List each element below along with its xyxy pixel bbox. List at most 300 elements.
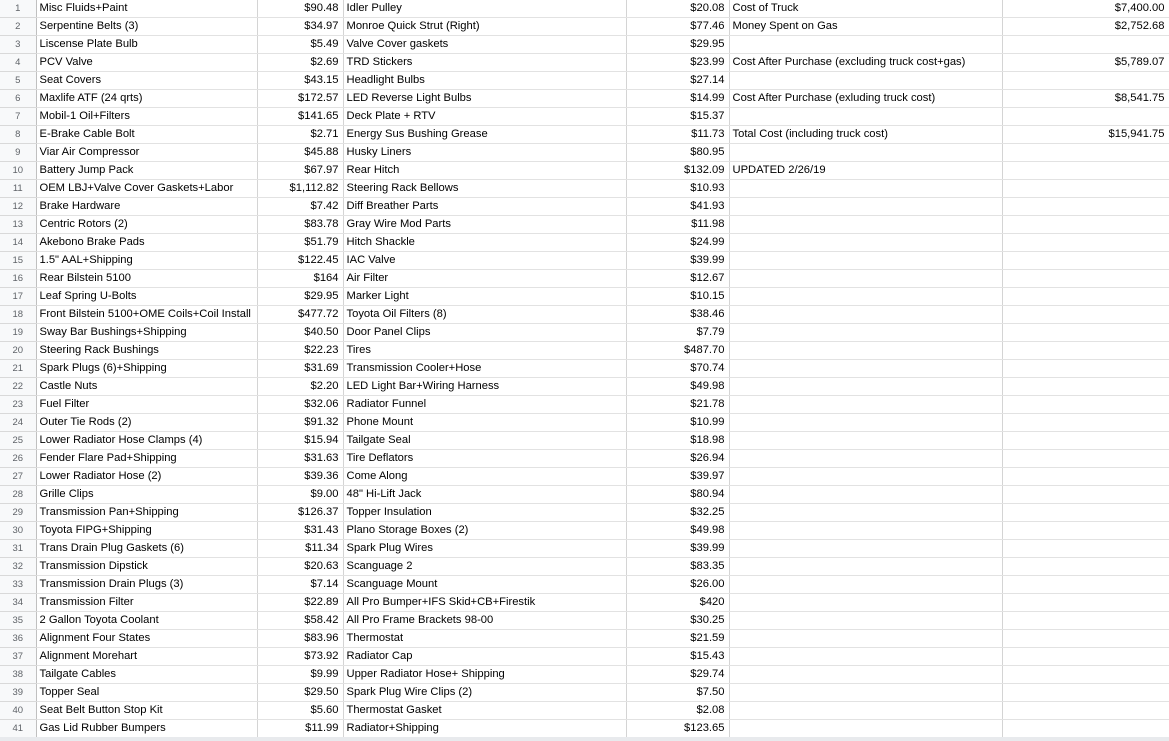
cell-summary-label[interactable] <box>729 648 1002 666</box>
cell-cost-b[interactable]: $5.60 <box>257 702 343 720</box>
cell-cost-d[interactable]: $39.97 <box>626 468 729 486</box>
row-number[interactable]: 34 <box>0 594 36 612</box>
cell-item-a[interactable]: Sway Bar Bushings+Shipping <box>36 324 257 342</box>
cell-summary-label[interactable]: Cost After Purchase (excluding truck cost+gas) <box>729 54 1002 72</box>
cell-item-c[interactable]: LED Reverse Light Bulbs <box>343 90 626 108</box>
cell-summary-label[interactable] <box>729 360 1002 378</box>
cell-cost-b[interactable]: $34.97 <box>257 18 343 36</box>
cell-item-a[interactable]: Lower Radiator Hose Clamps (4) <box>36 432 257 450</box>
cell-summary-value[interactable] <box>1002 486 1169 504</box>
row-number[interactable]: 29 <box>0 504 36 522</box>
cell-summary-label[interactable]: Total Cost (including truck cost) <box>729 126 1002 144</box>
row-number[interactable]: 17 <box>0 288 36 306</box>
cell-item-c[interactable]: Scanguage Mount <box>343 576 626 594</box>
row-number[interactable]: 11 <box>0 180 36 198</box>
cell-item-a[interactable]: 1.5" AAL+Shipping <box>36 252 257 270</box>
cell-summary-label[interactable] <box>729 432 1002 450</box>
cell-summary-value[interactable] <box>1002 270 1169 288</box>
cell-item-c[interactable]: Deck Plate + RTV <box>343 108 626 126</box>
cell-item-a[interactable]: Rear Bilstein 5100 <box>36 270 257 288</box>
cell-summary-value[interactable] <box>1002 522 1169 540</box>
row-number[interactable]: 3 <box>0 36 36 54</box>
cell-item-a[interactable]: Alignment Morehart <box>36 648 257 666</box>
cell-item-c[interactable]: Diff Breather Parts <box>343 198 626 216</box>
cell-item-c[interactable]: Rear Hitch <box>343 162 626 180</box>
cell-item-c[interactable]: Thermostat Gasket <box>343 702 626 720</box>
table-row <box>0 270 1169 288</box>
cell-cost-b[interactable]: $164 <box>257 270 343 288</box>
cell-item-a[interactable]: OEM LBJ+Valve Cover Gaskets+Labor <box>36 180 257 198</box>
cell-summary-label[interactable] <box>729 288 1002 306</box>
cell-cost-b[interactable]: $1,112.82 <box>257 180 343 198</box>
cell-summary-value[interactable] <box>1002 414 1169 432</box>
cell-summary-value[interactable] <box>1002 234 1169 252</box>
cell-cost-b[interactable]: $22.23 <box>257 342 343 360</box>
cell-item-c[interactable]: Spark Plug Wires <box>343 540 626 558</box>
cell-cost-d[interactable]: $21.78 <box>626 396 729 414</box>
cell-cost-d[interactable]: $23.99 <box>626 54 729 72</box>
cell-cost-d[interactable]: $420 <box>626 594 729 612</box>
cell-cost-b[interactable]: $43.15 <box>257 72 343 90</box>
cell-item-c[interactable]: Toyota Oil Filters (8) <box>343 306 626 324</box>
cell-item-c[interactable]: Monroe Quick Strut (Right) <box>343 18 626 36</box>
row-number[interactable]: 35 <box>0 612 36 630</box>
cell-summary-label[interactable] <box>729 414 1002 432</box>
cell-item-a[interactable]: Topper Seal <box>36 684 257 702</box>
row-number[interactable]: 25 <box>0 432 36 450</box>
cell-item-a[interactable]: 2 Gallon Toyota Coolant <box>36 612 257 630</box>
cell-item-c[interactable]: All Pro Bumper+IFS Skid+CB+Firestik <box>343 594 626 612</box>
cell-summary-label[interactable] <box>729 396 1002 414</box>
cell-cost-d[interactable]: $39.99 <box>626 252 729 270</box>
cell-summary-label[interactable] <box>729 666 1002 684</box>
row-number[interactable]: 14 <box>0 234 36 252</box>
cell-item-c[interactable]: IAC Valve <box>343 252 626 270</box>
cell-cost-d[interactable]: $2.08 <box>626 702 729 720</box>
row-number[interactable]: 31 <box>0 540 36 558</box>
cell-summary-label[interactable] <box>729 468 1002 486</box>
cell-item-a[interactable]: PCV Valve <box>36 54 257 72</box>
row-number[interactable]: 21 <box>0 360 36 378</box>
cell-cost-d[interactable]: $49.98 <box>626 522 729 540</box>
cell-item-a[interactable]: Brake Hardware <box>36 198 257 216</box>
cell-cost-d[interactable]: $20.08 <box>626 0 729 18</box>
table-row <box>0 396 1169 414</box>
cell-item-a[interactable]: Transmission Pan+Shipping <box>36 504 257 522</box>
cell-summary-label[interactable] <box>729 486 1002 504</box>
cell-item-c[interactable]: Upper Radiator Hose+ Shipping <box>343 666 626 684</box>
cell-summary-value[interactable] <box>1002 252 1169 270</box>
cell-cost-d[interactable]: $83.35 <box>626 558 729 576</box>
cell-summary-value[interactable] <box>1002 180 1169 198</box>
row-number[interactable]: 6 <box>0 90 36 108</box>
cell-cost-b[interactable]: $58.42 <box>257 612 343 630</box>
row-number[interactable]: 20 <box>0 342 36 360</box>
cell-item-c[interactable]: LED Light Bar+Wiring Harness <box>343 378 626 396</box>
cell-cost-d[interactable]: $70.74 <box>626 360 729 378</box>
cell-cost-b[interactable]: $172.57 <box>257 90 343 108</box>
cell-cost-b[interactable]: $39.36 <box>257 468 343 486</box>
cell-cost-b[interactable]: $7.14 <box>257 576 343 594</box>
cell-cost-b[interactable]: $477.72 <box>257 306 343 324</box>
cell-cost-b[interactable]: $91.32 <box>257 414 343 432</box>
cell-cost-d[interactable]: $77.46 <box>626 18 729 36</box>
cell-summary-value[interactable] <box>1002 324 1169 342</box>
cell-cost-b[interactable]: $122.45 <box>257 252 343 270</box>
cell-item-c[interactable]: Door Panel Clips <box>343 324 626 342</box>
cell-item-a[interactable]: Maxlife ATF (24 qrts) <box>36 90 257 108</box>
cell-item-a[interactable]: Trans Drain Plug Gaskets (6) <box>36 540 257 558</box>
cell-item-c[interactable]: All Pro Frame Brackets 98-00 <box>343 612 626 630</box>
row-number[interactable]: 22 <box>0 378 36 396</box>
cell-cost-d[interactable]: $11.98 <box>626 216 729 234</box>
table-row <box>0 36 1169 54</box>
row-number[interactable]: 26 <box>0 450 36 468</box>
cell-summary-value[interactable] <box>1002 540 1169 558</box>
cell-item-a[interactable]: Transmission Drain Plugs (3) <box>36 576 257 594</box>
row-number[interactable]: 27 <box>0 468 36 486</box>
cell-summary-value[interactable] <box>1002 450 1169 468</box>
cell-item-a[interactable]: Steering Rack Bushings <box>36 342 257 360</box>
cell-cost-b[interactable]: $67.97 <box>257 162 343 180</box>
cell-cost-b[interactable]: $83.78 <box>257 216 343 234</box>
cell-item-c[interactable]: Tailgate Seal <box>343 432 626 450</box>
cell-cost-b[interactable]: $22.89 <box>257 594 343 612</box>
cell-cost-d[interactable]: $80.95 <box>626 144 729 162</box>
table-row <box>0 630 1169 648</box>
cell-item-a[interactable]: Centric Rotors (2) <box>36 216 257 234</box>
cell-cost-b[interactable]: $2.20 <box>257 378 343 396</box>
cell-summary-label[interactable] <box>729 612 1002 630</box>
row-number[interactable]: 5 <box>0 72 36 90</box>
cell-summary-label[interactable] <box>729 684 1002 702</box>
cell-summary-value[interactable] <box>1002 162 1169 180</box>
row-number[interactable]: 40 <box>0 702 36 720</box>
cell-summary-value[interactable] <box>1002 72 1169 90</box>
row-number[interactable]: 32 <box>0 558 36 576</box>
cell-summary-label[interactable] <box>729 576 1002 594</box>
cell-cost-b[interactable]: $2.71 <box>257 126 343 144</box>
cell-summary-value[interactable] <box>1002 36 1169 54</box>
cell-cost-b[interactable]: $126.37 <box>257 504 343 522</box>
cell-item-a[interactable]: Fender Flare Pad+Shipping <box>36 450 257 468</box>
row-number[interactable]: 8 <box>0 126 36 144</box>
cell-cost-d[interactable]: $29.95 <box>626 36 729 54</box>
cell-cost-d[interactable]: $7.50 <box>626 684 729 702</box>
cell-cost-b[interactable]: $5.49 <box>257 36 343 54</box>
cell-cost-d[interactable]: $26.00 <box>626 576 729 594</box>
row-number[interactable]: 19 <box>0 324 36 342</box>
cell-summary-label[interactable] <box>729 306 1002 324</box>
cell-summary-value[interactable]: $8,541.75 <box>1002 90 1169 108</box>
cell-summary-label[interactable] <box>729 252 1002 270</box>
row-number[interactable]: 37 <box>0 648 36 666</box>
row-number[interactable]: 12 <box>0 198 36 216</box>
cell-summary-label[interactable] <box>729 198 1002 216</box>
cell-cost-b[interactable]: $40.50 <box>257 324 343 342</box>
cell-cost-d[interactable]: $132.09 <box>626 162 729 180</box>
cell-cost-d[interactable]: $14.99 <box>626 90 729 108</box>
cell-summary-value[interactable] <box>1002 360 1169 378</box>
cell-cost-b[interactable]: $90.48 <box>257 0 343 18</box>
cell-cost-b[interactable]: $9.99 <box>257 666 343 684</box>
row-number[interactable]: 4 <box>0 54 36 72</box>
cell-summary-label[interactable] <box>729 378 1002 396</box>
cell-summary-label[interactable] <box>729 180 1002 198</box>
cell-item-a[interactable]: Akebono Brake Pads <box>36 234 257 252</box>
cell-summary-label[interactable] <box>729 234 1002 252</box>
cell-cost-d[interactable]: $15.43 <box>626 648 729 666</box>
cell-cost-d[interactable]: $10.15 <box>626 288 729 306</box>
cell-item-a[interactable]: Gas Lid Rubber Bumpers <box>36 720 257 738</box>
cell-item-a[interactable]: Mobil-1 Oil+Filters <box>36 108 257 126</box>
cell-item-c[interactable]: Radiator+Shipping <box>343 720 626 738</box>
cell-summary-value[interactable]: $2,752.68 <box>1002 18 1169 36</box>
table-row <box>0 648 1169 666</box>
cell-summary-value[interactable] <box>1002 306 1169 324</box>
cell-cost-d[interactable]: $49.98 <box>626 378 729 396</box>
cell-cost-d[interactable]: $15.37 <box>626 108 729 126</box>
cell-item-a[interactable]: Grille Clips <box>36 486 257 504</box>
cell-item-a[interactable]: Seat Covers <box>36 72 257 90</box>
cell-summary-label[interactable] <box>729 522 1002 540</box>
cell-cost-b[interactable]: $31.43 <box>257 522 343 540</box>
cell-cost-d[interactable]: $7.79 <box>626 324 729 342</box>
cell-summary-value[interactable] <box>1002 666 1169 684</box>
cell-summary-label[interactable] <box>729 720 1002 738</box>
cell-summary-value[interactable] <box>1002 198 1169 216</box>
cell-item-a[interactable]: Front Bilstein 5100+OME Coils+Coil Install <box>36 306 257 324</box>
row-number[interactable]: 1 <box>0 0 36 18</box>
cell-item-a[interactable]: Fuel Filter <box>36 396 257 414</box>
row-number[interactable]: 33 <box>0 576 36 594</box>
cell-summary-value[interactable] <box>1002 702 1169 720</box>
cell-cost-d[interactable]: $123.65 <box>626 720 729 738</box>
cell-cost-d[interactable]: $12.67 <box>626 270 729 288</box>
cell-summary-value[interactable] <box>1002 504 1169 522</box>
cell-item-c[interactable]: Scanguage 2 <box>343 558 626 576</box>
cell-cost-d[interactable]: $39.99 <box>626 540 729 558</box>
cell-summary-label[interactable]: Money Spent on Gas <box>729 18 1002 36</box>
cell-summary-label[interactable] <box>729 504 1002 522</box>
cell-item-c[interactable]: Energy Sus Bushing Grease <box>343 126 626 144</box>
cell-item-a[interactable]: Toyota FIPG+Shipping <box>36 522 257 540</box>
cell-summary-label[interactable] <box>729 144 1002 162</box>
cell-item-c[interactable]: Tires <box>343 342 626 360</box>
cell-summary-value[interactable] <box>1002 576 1169 594</box>
cell-cost-b[interactable]: $15.94 <box>257 432 343 450</box>
row-number[interactable]: 30 <box>0 522 36 540</box>
cell-cost-b[interactable]: $2.69 <box>257 54 343 72</box>
cell-summary-label[interactable] <box>729 36 1002 54</box>
row-number[interactable]: 15 <box>0 252 36 270</box>
cell-cost-b[interactable]: $20.63 <box>257 558 343 576</box>
cell-item-c[interactable]: Hitch Shackle <box>343 234 626 252</box>
cell-cost-d[interactable]: $487.70 <box>626 342 729 360</box>
cell-item-a[interactable]: Misc Fluids+Paint <box>36 0 257 18</box>
cell-item-c[interactable]: TRD Stickers <box>343 54 626 72</box>
cell-cost-b[interactable]: $32.06 <box>257 396 343 414</box>
row-number[interactable]: 2 <box>0 18 36 36</box>
cell-summary-value[interactable] <box>1002 468 1169 486</box>
cell-item-c[interactable]: Headlight Bulbs <box>343 72 626 90</box>
cell-summary-label[interactable]: Cost of Truck <box>729 0 1002 18</box>
cell-summary-value[interactable] <box>1002 630 1169 648</box>
cell-summary-value[interactable] <box>1002 720 1169 738</box>
cell-item-c[interactable]: Steering Rack Bellows <box>343 180 626 198</box>
cell-cost-b[interactable]: $45.88 <box>257 144 343 162</box>
row-number[interactable]: 16 <box>0 270 36 288</box>
cell-cost-b[interactable]: $73.92 <box>257 648 343 666</box>
cell-cost-d[interactable]: $11.73 <box>626 126 729 144</box>
cell-cost-d[interactable]: $27.14 <box>626 72 729 90</box>
cell-cost-b[interactable]: $141.65 <box>257 108 343 126</box>
cell-item-c[interactable]: Plano Storage Boxes (2) <box>343 522 626 540</box>
cell-summary-value[interactable] <box>1002 612 1169 630</box>
cell-item-a[interactable]: Serpentine Belts (3) <box>36 18 257 36</box>
cell-summary-label[interactable] <box>729 450 1002 468</box>
cell-summary-label[interactable] <box>729 702 1002 720</box>
table-row <box>0 18 1169 36</box>
cell-summary-value[interactable]: $15,941.75 <box>1002 126 1169 144</box>
row-number[interactable]: 36 <box>0 630 36 648</box>
cell-cost-b[interactable]: $11.99 <box>257 720 343 738</box>
cell-cost-d[interactable]: $10.99 <box>626 414 729 432</box>
cell-summary-value[interactable] <box>1002 378 1169 396</box>
cell-cost-b[interactable]: $31.69 <box>257 360 343 378</box>
cell-cost-d[interactable]: $29.74 <box>626 666 729 684</box>
cell-summary-label[interactable] <box>729 108 1002 126</box>
cell-cost-d[interactable]: $21.59 <box>626 630 729 648</box>
cell-cost-d[interactable]: $30.25 <box>626 612 729 630</box>
cell-summary-value[interactable] <box>1002 108 1169 126</box>
cell-item-a[interactable]: Liscense Plate Bulb <box>36 36 257 54</box>
cell-item-c[interactable]: Transmission Cooler+Hose <box>343 360 626 378</box>
row-number[interactable]: 18 <box>0 306 36 324</box>
cell-summary-label[interactable]: Cost After Purchase (exluding truck cost) <box>729 90 1002 108</box>
cell-cost-b[interactable]: $29.50 <box>257 684 343 702</box>
cell-item-c[interactable]: Thermostat <box>343 630 626 648</box>
cell-item-c[interactable]: Topper Insulation <box>343 504 626 522</box>
cell-item-a[interactable]: Spark Plugs (6)+Shipping <box>36 360 257 378</box>
cell-item-c[interactable]: Spark Plug Wire Clips (2) <box>343 684 626 702</box>
cell-summary-value[interactable] <box>1002 558 1169 576</box>
cell-summary-value[interactable] <box>1002 288 1169 306</box>
cell-summary-label[interactable] <box>729 540 1002 558</box>
cell-summary-value[interactable] <box>1002 216 1169 234</box>
cell-item-c[interactable]: Radiator Funnel <box>343 396 626 414</box>
cell-item-a[interactable]: Transmission Dipstick <box>36 558 257 576</box>
cell-item-c[interactable]: Gray Wire Mod Parts <box>343 216 626 234</box>
cell-cost-b[interactable]: $29.95 <box>257 288 343 306</box>
cell-item-a[interactable]: Outer Tie Rods (2) <box>36 414 257 432</box>
cell-item-a[interactable]: Viar Air Compressor <box>36 144 257 162</box>
cell-summary-label[interactable] <box>729 630 1002 648</box>
cell-cost-b[interactable]: $11.34 <box>257 540 343 558</box>
row-number[interactable]: 41 <box>0 720 36 738</box>
row-number[interactable]: 23 <box>0 396 36 414</box>
cell-cost-d[interactable]: $38.46 <box>626 306 729 324</box>
row-number[interactable]: 24 <box>0 414 36 432</box>
cell-cost-b[interactable]: $83.96 <box>257 630 343 648</box>
row-number[interactable]: 10 <box>0 162 36 180</box>
cell-item-c[interactable]: Come Along <box>343 468 626 486</box>
cell-cost-d[interactable]: $26.94 <box>626 450 729 468</box>
row-number[interactable]: 28 <box>0 486 36 504</box>
cell-summary-value[interactable] <box>1002 594 1169 612</box>
cell-item-a[interactable]: Alignment Four States <box>36 630 257 648</box>
cell-summary-label[interactable] <box>729 72 1002 90</box>
cell-summary-label[interactable] <box>729 324 1002 342</box>
cell-item-a[interactable]: E-Brake Cable Bolt <box>36 126 257 144</box>
cell-summary-value[interactable]: $7,400.00 <box>1002 0 1169 18</box>
table-row <box>0 486 1169 504</box>
cell-summary-value[interactable] <box>1002 648 1169 666</box>
cell-summary-value[interactable] <box>1002 684 1169 702</box>
cell-item-c[interactable]: Valve Cover gaskets <box>343 36 626 54</box>
row-number[interactable]: 38 <box>0 666 36 684</box>
cell-item-c[interactable]: 48" Hi-Lift Jack <box>343 486 626 504</box>
row-number[interactable]: 9 <box>0 144 36 162</box>
cell-item-c[interactable]: Phone Mount <box>343 414 626 432</box>
horizontal-scrollbar[interactable] <box>0 737 1169 741</box>
table-row <box>0 234 1169 252</box>
cell-summary-label[interactable] <box>729 594 1002 612</box>
cell-cost-b[interactable]: $9.00 <box>257 486 343 504</box>
cell-item-c[interactable]: Air Filter <box>343 270 626 288</box>
table-row <box>0 720 1169 738</box>
cell-item-a[interactable]: Seat Belt Button Stop Kit <box>36 702 257 720</box>
cell-item-c[interactable]: Husky Liners <box>343 144 626 162</box>
row-number[interactable]: 39 <box>0 684 36 702</box>
cell-cost-b[interactable]: $31.63 <box>257 450 343 468</box>
cell-item-c[interactable]: Radiator Cap <box>343 648 626 666</box>
cell-item-a[interactable]: Leaf Spring U-Bolts <box>36 288 257 306</box>
cell-cost-d[interactable]: $10.93 <box>626 180 729 198</box>
cell-cost-d[interactable]: $80.94 <box>626 486 729 504</box>
cell-item-a[interactable]: Battery Jump Pack <box>36 162 257 180</box>
cell-summary-value[interactable] <box>1002 432 1169 450</box>
row-number[interactable]: 13 <box>0 216 36 234</box>
cell-summary-label[interactable] <box>729 270 1002 288</box>
cell-item-a[interactable]: Transmission Filter <box>36 594 257 612</box>
cell-cost-d[interactable]: $32.25 <box>626 504 729 522</box>
cell-summary-label[interactable] <box>729 216 1002 234</box>
cell-item-c[interactable]: Tire Deflators <box>343 450 626 468</box>
cell-cost-d[interactable]: $18.98 <box>626 432 729 450</box>
cell-item-a[interactable]: Castle Nuts <box>36 378 257 396</box>
cell-summary-label[interactable]: UPDATED 2/26/19 <box>729 162 1002 180</box>
cell-summary-value[interactable]: $5,789.07 <box>1002 54 1169 72</box>
cell-summary-value[interactable] <box>1002 342 1169 360</box>
cell-cost-d[interactable]: $41.93 <box>626 198 729 216</box>
cell-item-c[interactable]: Idler Pulley <box>343 0 626 18</box>
table-row <box>0 576 1169 594</box>
cell-summary-label[interactable] <box>729 558 1002 576</box>
cell-summary-value[interactable] <box>1002 144 1169 162</box>
cell-summary-label[interactable] <box>729 342 1002 360</box>
cell-cost-b[interactable]: $7.42 <box>257 198 343 216</box>
table-row <box>0 216 1169 234</box>
table-row <box>0 162 1169 180</box>
cell-item-a[interactable]: Tailgate Cables <box>36 666 257 684</box>
cell-item-c[interactable]: Marker Light <box>343 288 626 306</box>
cell-cost-d[interactable]: $24.99 <box>626 234 729 252</box>
row-number[interactable]: 7 <box>0 108 36 126</box>
cell-cost-b[interactable]: $51.79 <box>257 234 343 252</box>
cell-summary-value[interactable] <box>1002 396 1169 414</box>
cell-item-a[interactable]: Lower Radiator Hose (2) <box>36 468 257 486</box>
